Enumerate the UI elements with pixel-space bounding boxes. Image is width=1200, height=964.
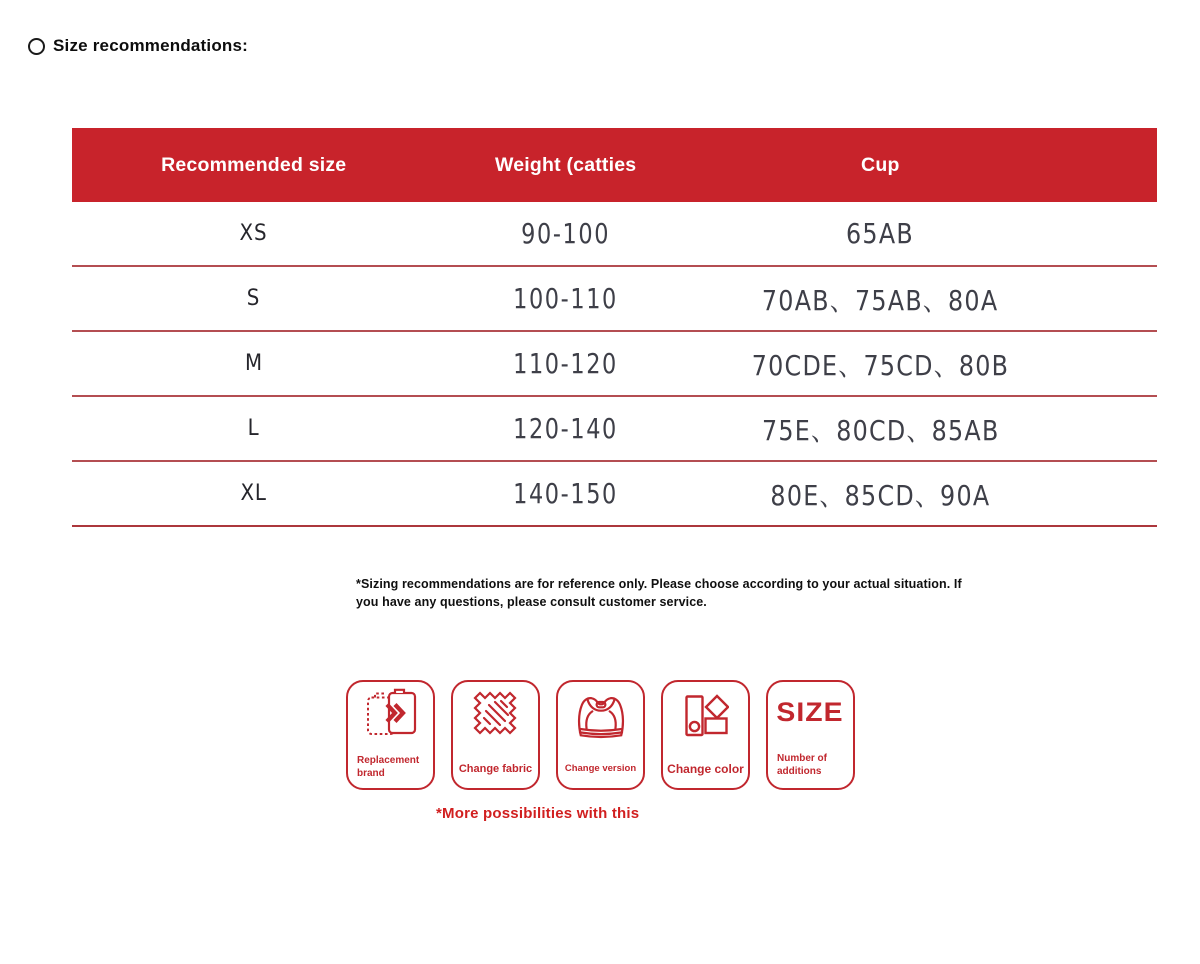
cell-cup: 65AB xyxy=(846,217,915,250)
cell-weight: 110-120 xyxy=(513,347,619,380)
table-row xyxy=(72,267,1157,332)
feature-label: Change color xyxy=(667,762,744,776)
disclaimer-text: *Sizing recommendations are for reference only. Please choose according to your actual situation. If you have any questions, please consult customer service. xyxy=(356,577,962,609)
feature-change-color xyxy=(661,680,750,790)
size-table xyxy=(72,128,1157,527)
feature-label: Change version xyxy=(564,763,637,775)
cell-cup: 70CDE、75CD、80B xyxy=(751,348,1010,382)
size-text: SIZE xyxy=(776,697,845,727)
feature-label: Number of additions xyxy=(777,753,827,777)
cell-cup: 70AB、75AB、80A xyxy=(762,283,999,317)
table-row xyxy=(72,202,1157,267)
feature-label: Change fabric xyxy=(458,763,533,776)
page-title: Size recommendations: xyxy=(53,36,249,55)
cell-size: M xyxy=(244,351,263,376)
cell-size: XS xyxy=(239,221,268,246)
footnote-text: *More possibilities with this xyxy=(436,805,640,822)
cell-cup: 75E、80CD、85AB xyxy=(761,413,1000,447)
feature-change-version xyxy=(556,680,645,790)
cell-weight: 120-140 xyxy=(513,412,619,445)
feature-badges xyxy=(346,680,855,790)
cell-size: L xyxy=(247,416,260,441)
table-row xyxy=(72,397,1157,462)
cell-weight: 100-110 xyxy=(513,282,619,315)
column-header-size: Recommended size xyxy=(161,153,347,176)
column-header-cup: Cup xyxy=(861,153,900,176)
cell-cup: 80E、85CD、90A xyxy=(770,478,991,512)
feature-label: Replacement brand xyxy=(357,755,420,779)
bullet-circle-icon xyxy=(28,38,45,55)
table-row xyxy=(72,462,1157,527)
cell-weight: 90-100 xyxy=(521,217,611,250)
cell-size: S xyxy=(246,286,261,311)
section-title-row xyxy=(28,36,248,56)
feature-number-of-additions xyxy=(766,680,855,790)
column-header-weight: Weight (catties xyxy=(495,153,637,176)
feature-replacement-brand xyxy=(346,680,435,790)
feature-change-fabric xyxy=(451,680,540,790)
cell-size: XL xyxy=(240,481,267,506)
table-row xyxy=(72,332,1157,397)
table-header-row xyxy=(72,128,1157,202)
cell-weight: 140-150 xyxy=(513,477,619,510)
